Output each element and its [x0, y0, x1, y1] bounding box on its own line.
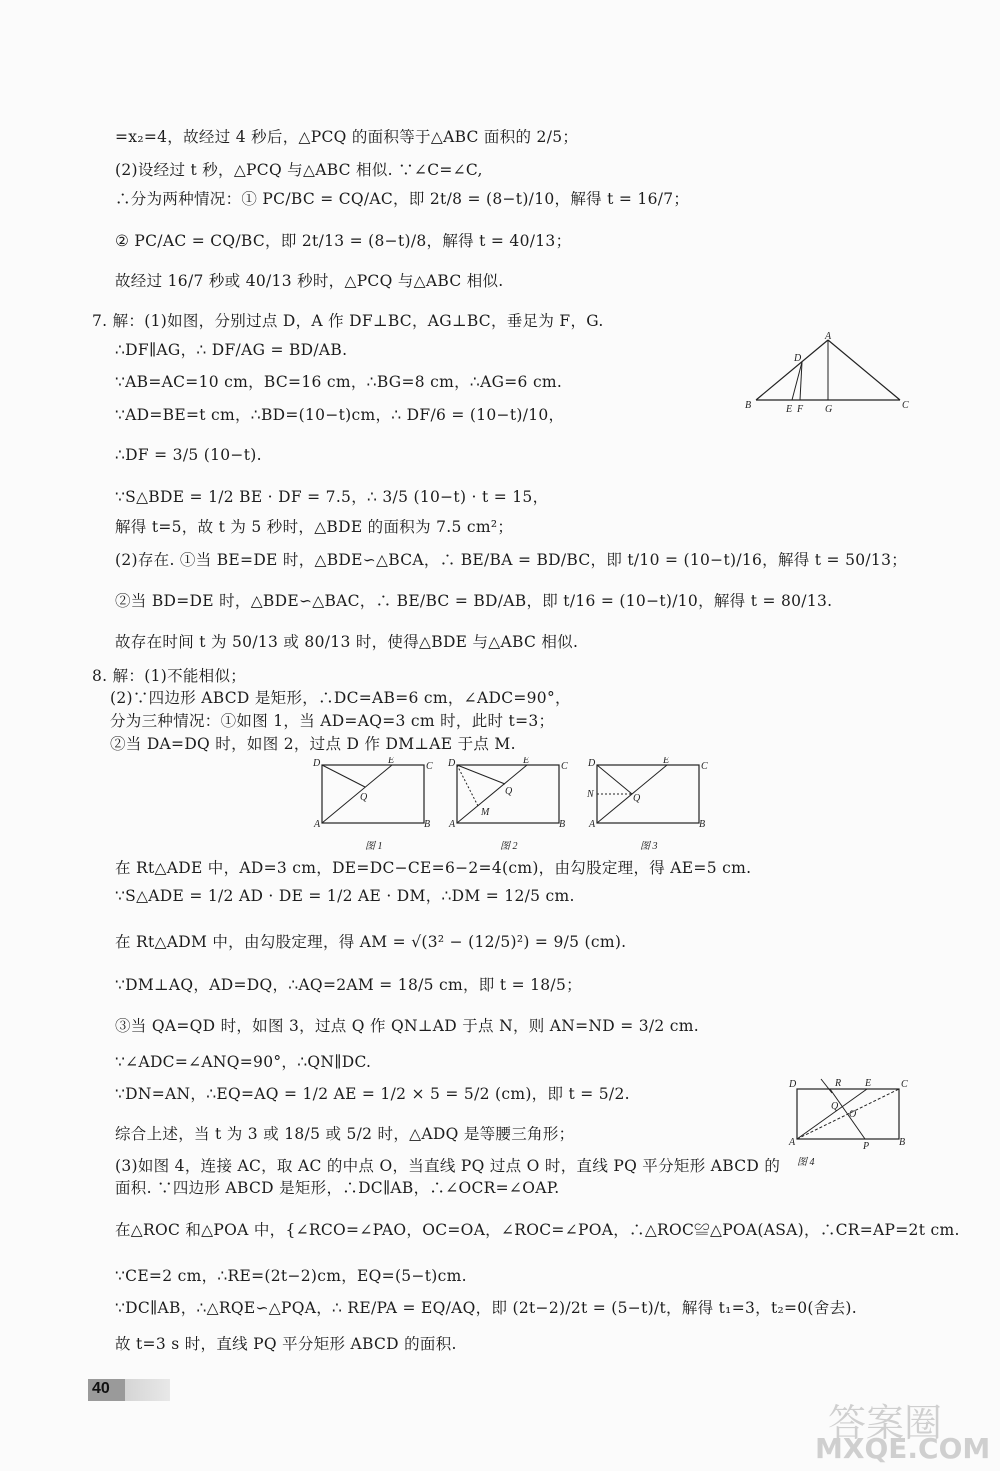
figure-triangle-abc: [740, 330, 915, 415]
fig1-label-e: E: [388, 757, 395, 766]
fig1-label-d: D: [313, 758, 321, 769]
fig2-label-b: B: [559, 819, 566, 830]
fig2-caption: 图 2: [500, 841, 518, 852]
label-a: A: [825, 331, 832, 342]
text-line-20: 在 Rt△ADE 中，AD=3 cm，DE=DC−CE=6−2=4(cm)，由勾股定理，得 AE=5 cm.: [115, 859, 752, 877]
fig4-label-d: D: [789, 1079, 797, 1090]
figure-1: [310, 757, 440, 855]
fig4-label-c: C: [901, 1079, 908, 1090]
text-line-31: ∵CE=2 cm，∴RE=(2t−2)cm，EQ=(5−t)cm.: [115, 1267, 467, 1285]
fig1-label-q: Q: [360, 792, 368, 803]
text-line-24: ③当 QA=QD 时，如图 3，过点 Q 作 QN⊥AD 于点 N，则 AN=ND = 3/2 cm.: [115, 1017, 700, 1035]
text-line-26: ∵DN=AN，∴EQ=AQ = 1/2 AE = 1/2 × 5 = 5/2 (cm)，即 t = 5/2.: [115, 1085, 630, 1103]
fig2-label-m: M: [481, 807, 490, 818]
label-b: B: [745, 400, 752, 411]
fig1-label-c: C: [426, 761, 433, 772]
text-line-4: ② PC/AC = CQ/BC，即 2t/13 = (8−t)/8，解得 t = 40/13；: [115, 232, 572, 250]
text-line-8: ∵AB=AC=10 cm，BC=16 cm，∴BG=8 cm，∴AG=6 cm.: [115, 373, 563, 391]
label-g: G: [825, 404, 833, 415]
figure-3: [585, 757, 715, 855]
text-line-15: 故存在时间 t 为 50/13 或 80/13 时，使得△BDE 与△ABC 相似.: [115, 633, 579, 651]
page-number: 40: [92, 1380, 110, 1397]
text-line-19: ②当 DA=DQ 时，如图 2，过点 D 作 DM⊥AE 于点 M.: [110, 735, 516, 753]
fig3-label-d: D: [588, 758, 596, 769]
fig3-label-b: B: [699, 819, 706, 830]
text-line-10: ∴DF = 3/5 (10−t).: [115, 446, 262, 464]
figure-2: [445, 757, 575, 855]
watermark-url: MXQE.COM: [815, 1432, 991, 1465]
fig4-label-b: B: [899, 1137, 906, 1148]
label-f: F: [797, 404, 804, 415]
text-line-21: ∵S△ADE = 1/2 AD · DE = 1/2 AE · DM，∴DM = 12/5 cm.: [115, 887, 575, 905]
fig1-label-b: B: [424, 819, 431, 830]
text-line-16: 8. 解：(1)不能相似；: [92, 667, 247, 685]
watermark-cn: 答案圈: [828, 1401, 943, 1445]
text-line-29: 面积. ∵四边形 ABCD 是矩形，∴DC∥AB，∴∠OCR=∠OAP.: [115, 1179, 560, 1197]
fig2-label-c: C: [561, 761, 568, 772]
text-line-33: 故 t=3 s 时，直线 PQ 平分矩形 ABCD 的面积.: [115, 1335, 457, 1353]
fig2-label-q: Q: [505, 786, 513, 797]
label-d: D: [794, 353, 802, 364]
fig4-label-o: O: [849, 1109, 857, 1120]
fig2-label-e: E: [523, 757, 530, 766]
fig1-caption: 图 1: [365, 841, 383, 852]
text-line-12: 解得 t=5，故 t 为 5 秒时，△BDE 的面积为 7.5 cm²；: [115, 518, 514, 536]
text-line-25: ∵∠ADC=∠ANQ=90°，∴QN∥DC.: [115, 1053, 372, 1071]
text-line-32: ∵DC∥AB，∴△RQE∽△PQA，∴ RE/PA = EQ/AQ，即 (2t−2)/2t = (5−t)/t，解得 t₁=3，t₂=0(舍去).: [115, 1299, 857, 1317]
fig2-label-d: D: [448, 758, 456, 769]
text-line-2: (2)设经过 t 秒，△PCQ 与△ABC 相似. ∵∠C=∠C,: [115, 161, 483, 179]
fig3-label-c: C: [701, 761, 708, 772]
label-c: C: [902, 400, 909, 411]
fig3-label-q: Q: [633, 793, 641, 804]
fig4-label-p: P: [863, 1141, 870, 1152]
text-line-28: (3)如图 4，连接 AC，取 AC 的中点 O，当直线 PQ 过点 O 时，直线 PQ 平分矩形 ABCD 的: [115, 1157, 781, 1175]
label-e: E: [786, 404, 793, 415]
fig3-label-e: E: [663, 757, 670, 766]
fig4-label-r: R: [835, 1078, 842, 1089]
text-line-9: ∵AD=BE=t cm，∴BD=(10−t)cm，∴ DF/6 = (10−t)/10，: [115, 406, 565, 424]
fig4-label-e: E: [865, 1078, 872, 1089]
page-number-box: [88, 1379, 170, 1401]
fig4-label-a: A: [789, 1137, 796, 1148]
text-line-11: ∵S△BDE = 1/2 BE · DF = 7.5，∴ 3/5 (10−t) · t = 15，: [115, 488, 549, 506]
text-line-30: 在△ROC 和△POA 中，{∠RCO=∠PAO，OC=OA，∠ROC=∠POA，∴△ROC≌△POA(ASA)，∴CR=AP=2t cm.: [115, 1221, 960, 1239]
fig1-label-a: A: [314, 819, 321, 830]
fig3-label-n: N: [587, 789, 594, 800]
text-line-5: 故经过 16/7 秒或 40/13 秒时，△PCQ 与△ABC 相似.: [115, 272, 504, 290]
text-line-7: ∴DF∥AG，∴ DF/AG = BD/AB.: [115, 341, 348, 359]
text-line-17: (2)∵四边形 ABCD 是矩形，∴DC=AB=6 cm，∠ADC=90°，: [110, 689, 571, 707]
fig3-label-a: A: [589, 819, 596, 830]
fig4-caption: 图 4: [797, 1157, 815, 1168]
text-line-13: (2)存在. ①当 BE=DE 时，△BDE∽△BCA，∴ BE/BA = BD/BC，即 t/10 = (10−t)/16，解得 t = 50/13；: [115, 551, 908, 569]
text-line-23: ∵DM⊥AQ，AD=DQ，∴AQ=2AM = 18/5 cm，即 t = 18/5；: [115, 976, 582, 994]
text-line-1: =x₂=4，故经过 4 秒后，△PCQ 的面积等于△ABC 面积的 2/5；: [115, 128, 579, 146]
text-line-22: 在 Rt△ADM 中，由勾股定理，得 AM = √(3² − (12/5)²) = 9/5 (cm).: [115, 933, 627, 951]
text-line-3: ∴分为两种情况：① PC/BC = CQ/AC，即 2t/8 = (8−t)/10，解得 t = 16/7；: [115, 190, 690, 208]
fig2-label-a: A: [449, 819, 456, 830]
text-line-27: 综合上述，当 t 为 3 或 18/5 或 5/2 时，△ADQ 是等腰三角形；: [115, 1125, 575, 1143]
text-line-14: ②当 BD=DE 时，△BDE∽△BAC，∴ BE/BC = BD/AB，即 t/16 = (10−t)/10，解得 t = 80/13.: [115, 592, 833, 610]
fig3-caption: 图 3: [640, 841, 658, 852]
figure-4: [785, 1075, 915, 1170]
text-line-6: 7. 解：(1)如图，分别过点 D，A 作 DF⊥BC，AG⊥BC，垂足为 F，G.: [92, 312, 604, 330]
fig4-label-q: Q: [831, 1101, 839, 1112]
text-line-18: 分为三种情况：①如图 1，当 AD=AQ=3 cm 时，此时 t=3；: [110, 712, 555, 730]
